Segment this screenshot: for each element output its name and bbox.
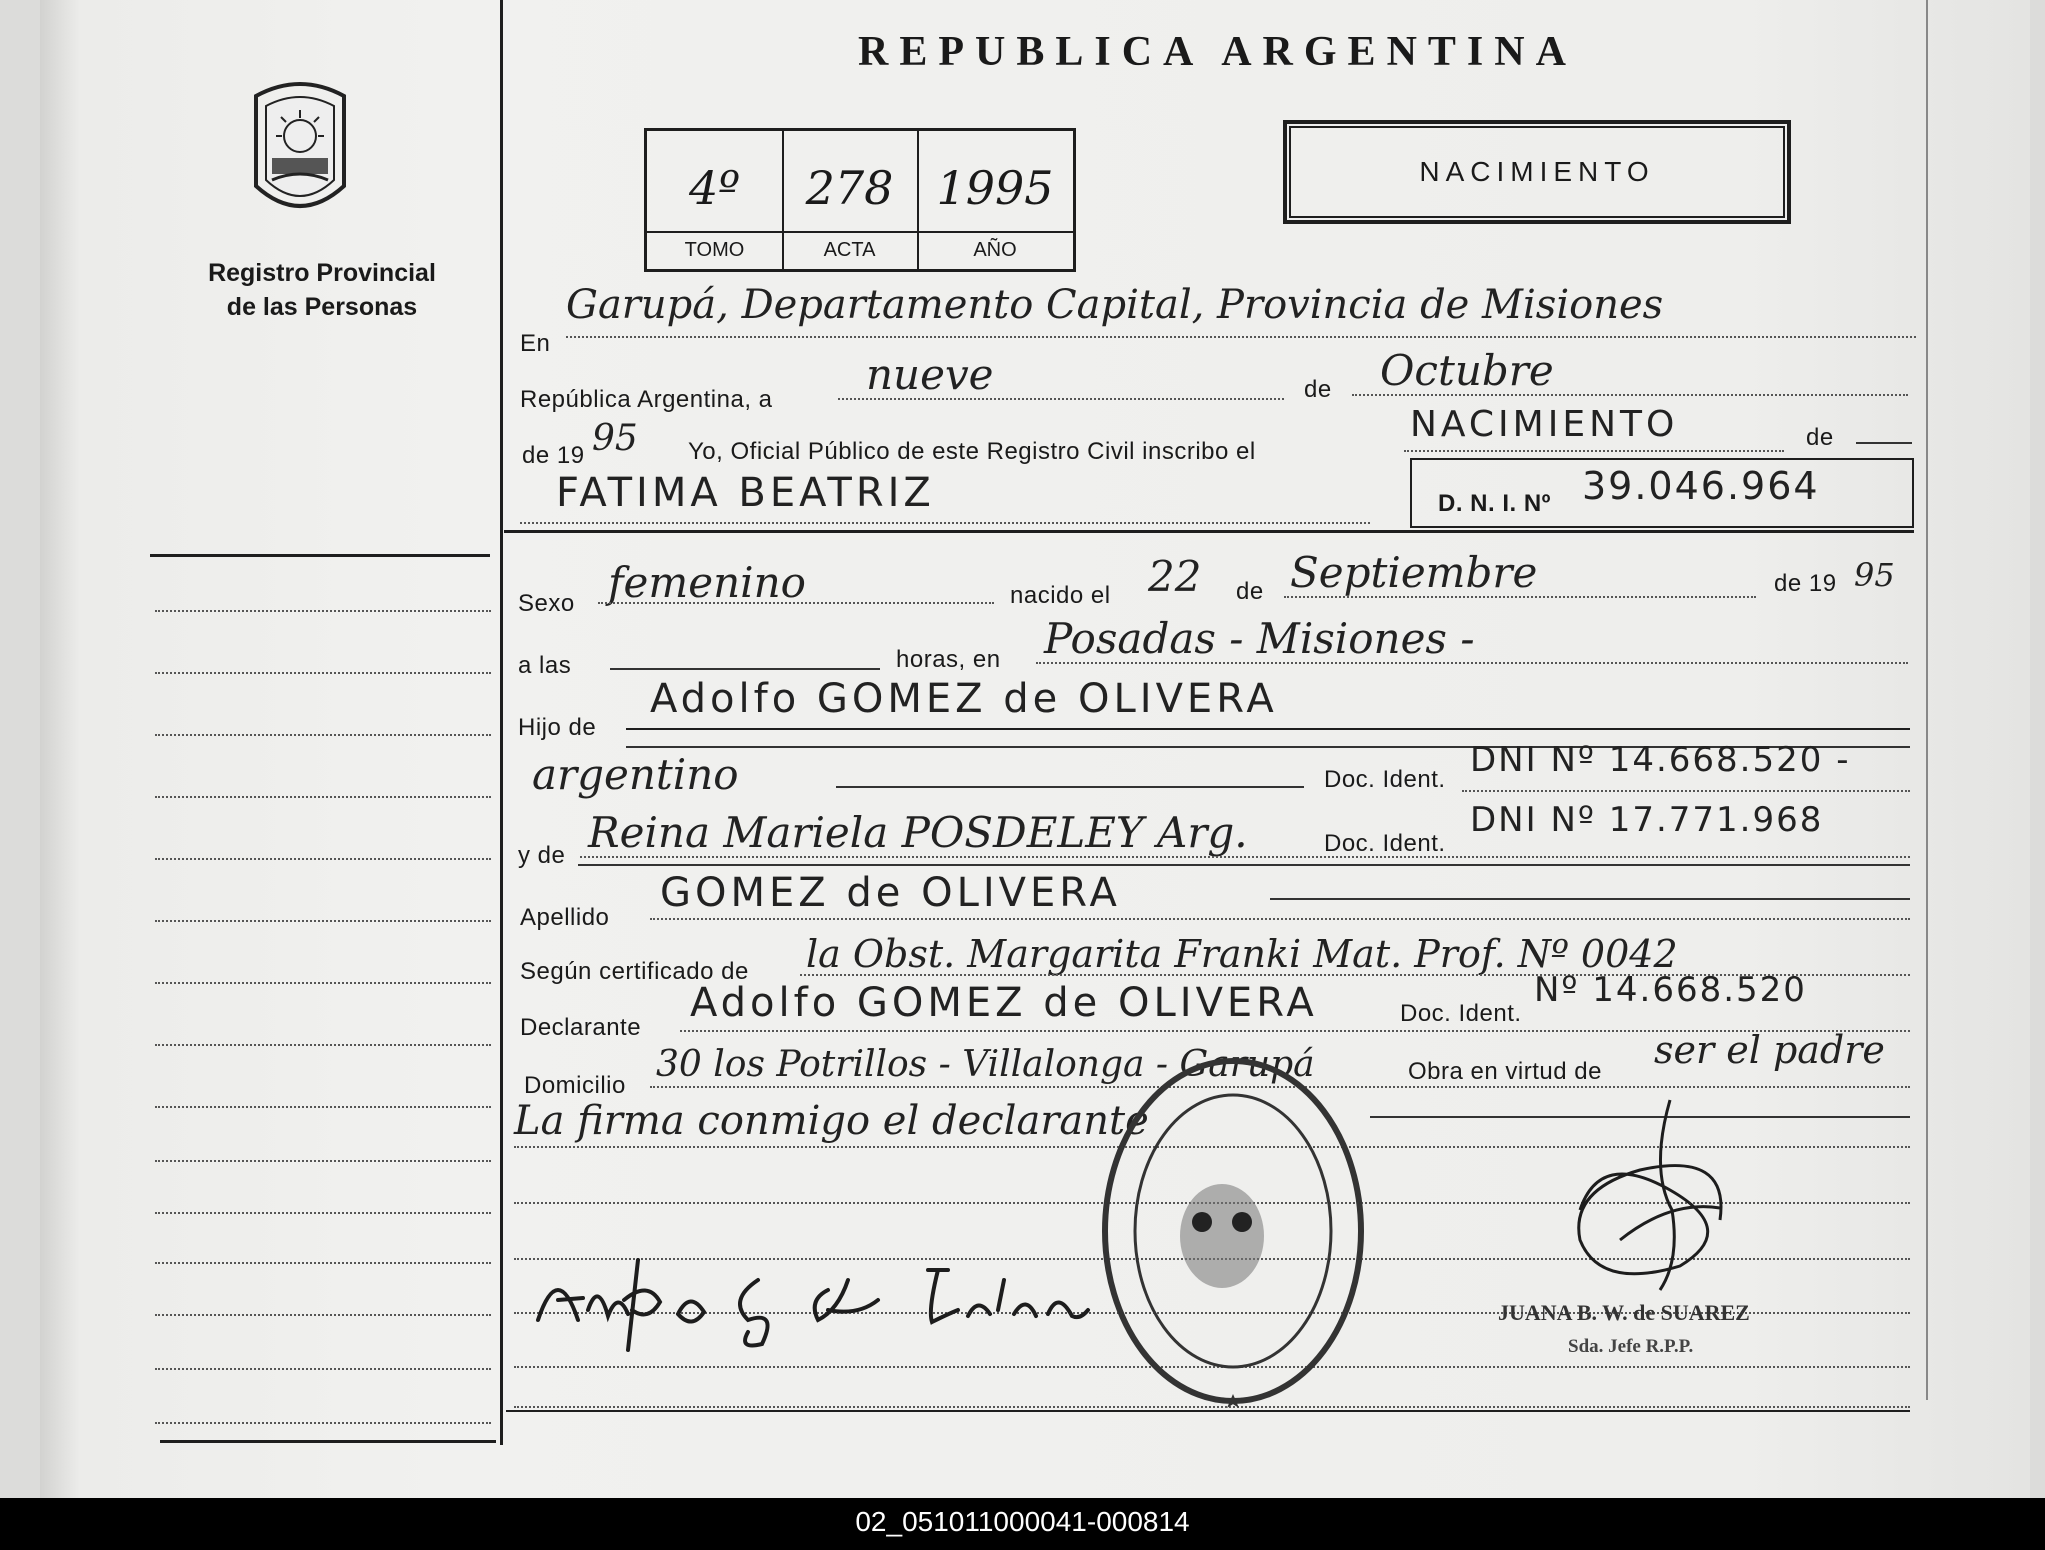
label-yo-oficial: Yo, Oficial Público de este Registro Civil inscribo el [688,438,1256,465]
surname-value: GOMEZ de OLIVERA [660,870,1121,916]
year-value: 95 [592,418,638,459]
certificate-value: la Obst. Margarita Franki Mat. Prof. Nº 0042 [806,932,1678,976]
label-declarante: Declarante [520,1014,642,1041]
left-margin-border [500,0,503,1445]
dni-value: 39.046.964 [1582,464,1820,508]
footer-bar [0,1498,2045,1550]
address-value: 30 los Potrillos - Villalonga - Garupá [656,1044,1315,1085]
sex-value: femenino [608,558,806,607]
acta-label: ACTA [782,231,917,262]
birth-year: 95 [1854,556,1895,594]
month-value: Octubre [1380,346,1554,395]
place-value: Garupá, Departamento Capital, Provincia de Misiones [566,282,1664,328]
label-de-end: de [1806,424,1834,451]
hours-line [610,668,880,670]
label-a-las: a las [518,652,572,679]
label-doc-ident-2: Doc. Ident. [1324,830,1446,857]
sex-line [598,602,994,604]
birth-month-line [1284,596,1756,598]
act-value: NACIMIENTO [1410,404,1679,445]
birth-day: 22 [1148,552,1202,601]
act-line [1404,450,1784,452]
anio-cell [917,131,1073,269]
label-hijo: Hijo de [518,714,597,741]
birthplace-value: Posadas - Misiones - [1044,614,1475,663]
registry-title [172,256,472,324]
name-line [520,522,1370,524]
place-line [566,336,1916,338]
de-end-line [1856,442,1912,444]
surname-solid [1270,898,1910,900]
surname-line [650,918,1910,920]
record-type: NACIMIENTO [1419,156,1655,187]
tomo-cell [647,131,784,269]
left-margin-top-line [150,554,490,557]
official-signature-icon [1560,1090,1760,1300]
day-value: nueve [866,350,994,399]
label-sexo: Sexo [518,590,575,617]
mother-line [580,856,1910,858]
page-title: REPUBLICA ARGENTINA [858,29,1577,75]
tomo-label: TOMO [647,231,782,262]
label-obra: Obra en virtud de [1408,1058,1602,1085]
label-y-de: y de [518,842,566,869]
acta-cell [782,131,919,269]
record-number-table [644,128,1076,272]
left-margin-bottom-line [160,1440,496,1443]
label-de-19: de 19 [522,442,585,469]
mother-divider [578,864,1910,866]
label-de-1: de [1304,376,1332,403]
label-nacido: nacido el [1010,582,1111,609]
label-dni: D. N. I. Nº [1438,490,1551,517]
child-name: FATIMA BEATRIZ [556,470,935,516]
label-apellido: Apellido [520,904,610,931]
father-doc: DNI Nº 14.668.520 - [1470,740,1851,780]
declarant-doc: Nº 14.668.520 [1534,970,1807,1010]
official-stamp-icon [1092,1046,1374,1416]
dni-box [1410,458,1914,528]
registry-title-line1: Registro Provincial [208,259,436,287]
record-type-box [1283,120,1791,224]
label-republica: República Argentina, a [520,386,773,413]
anio-value: 1995 [936,161,1054,215]
day-line [838,398,1284,400]
misiones-seal-icon [248,76,352,232]
file-id: 02_051011000041-000814 [855,1506,1190,1537]
label-doc-ident-1: Doc. Ident. [1324,766,1446,793]
birthplace-line [1036,662,1908,664]
label-horas-en: horas, en [896,646,1001,673]
official-name: JUANA B. W. de SUAREZ [1498,1300,1750,1325]
month-line [1352,394,1908,396]
father-name: Adolfo GOMEZ de OLIVERA [650,676,1278,722]
right-border [1926,0,1928,1400]
obra-value: ser el padre [1654,1028,1885,1072]
anio-label: AÑO [917,231,1073,262]
declarant-name: Adolfo GOMEZ de OLIVERA [690,980,1318,1026]
acta-value: 278 [805,161,894,215]
label-domicilio: Domicilio [524,1072,626,1099]
registry-title-line2: de las Personas [226,293,418,321]
father-doc-line [1462,790,1910,792]
declarant-signature-icon [528,1240,1168,1360]
mother-name: Reina Mariela POSDELEY Arg. [588,808,1248,857]
label-de-2: de [1236,578,1264,605]
official-title: Sda. Jefe R.P.P. [1568,1336,1694,1357]
header-divider [504,530,1914,533]
label-en: En [520,330,551,357]
father-nationality: argentino [532,750,739,799]
label-segun: Según certificado de [520,958,749,985]
label-doc-ident-3: Doc. Ident. [1400,1000,1522,1027]
note-value: La firma conmigo el declarante [514,1098,1149,1144]
mother-doc: DNI Nº 17.771.968 [1470,800,1824,840]
birth-month: Septiembre [1290,548,1538,597]
father-divider [626,728,1910,730]
label-de-anio: de 19 [1774,570,1837,597]
tomo-value: 4º [689,161,740,215]
nationality-line [836,786,1304,788]
